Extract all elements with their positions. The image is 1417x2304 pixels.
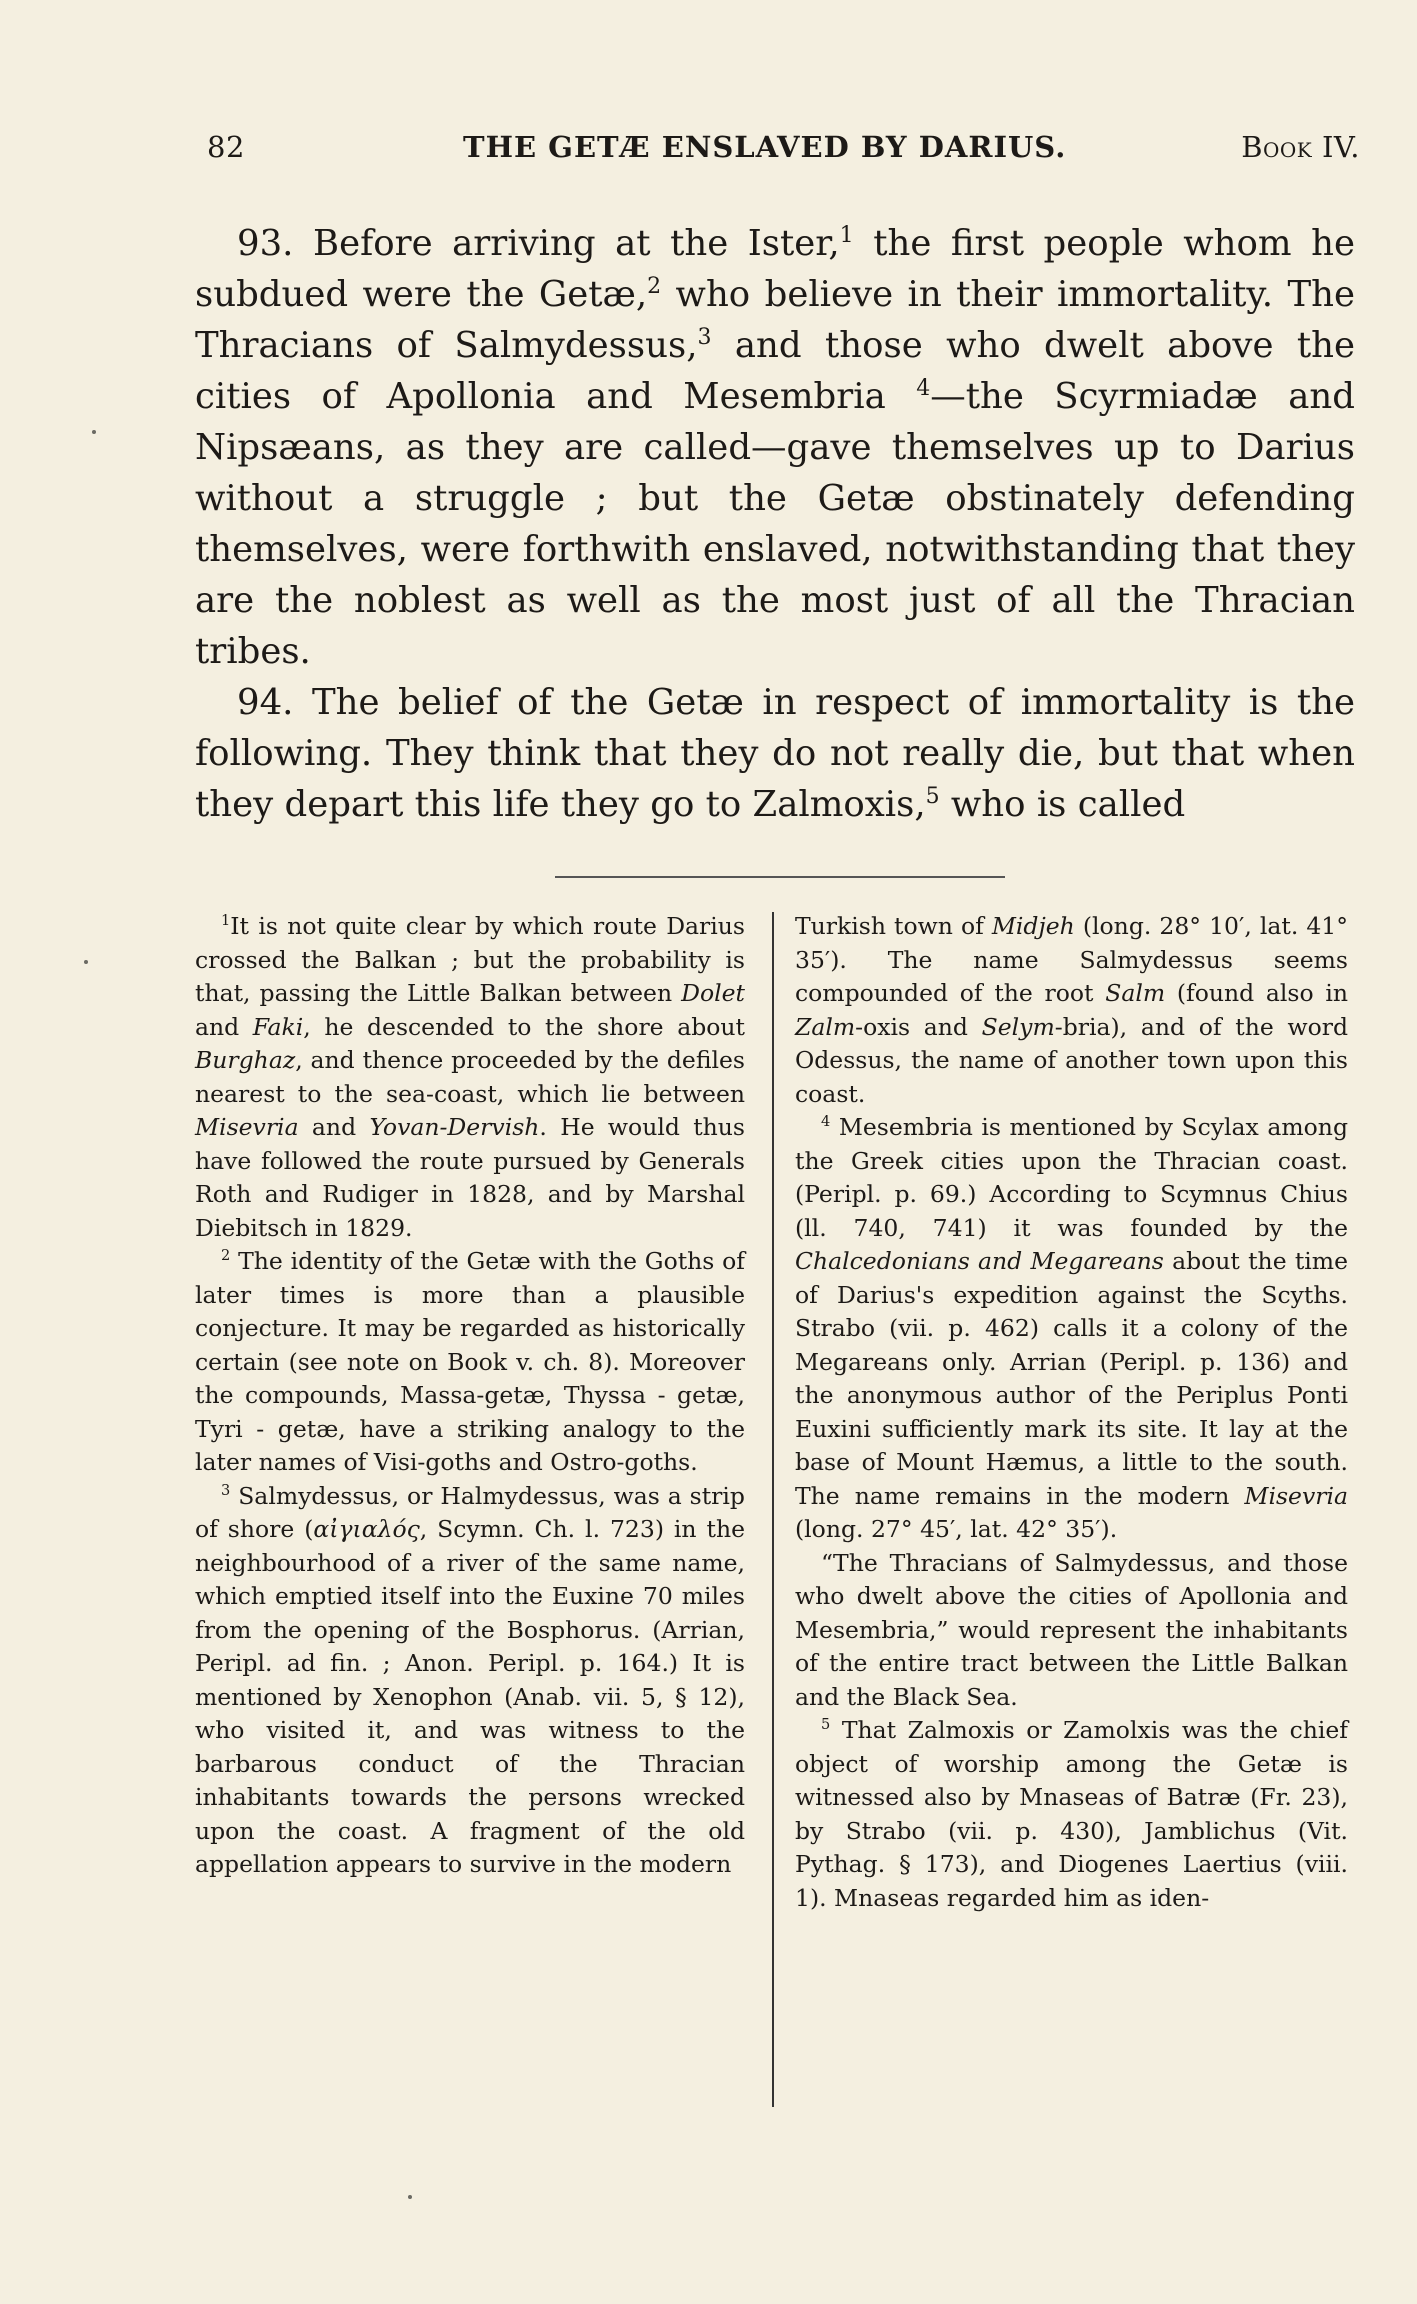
page-speck <box>84 960 88 964</box>
book-label: Book IV. <box>1241 130 1360 164</box>
footnotes-right-column <box>795 910 1348 1915</box>
footnote-2: $^2$ The identity of the Getæ with the Goths of later times is more than a plausible conjecture. It may be regarded as historically certain (see note on Book v. ch. 8). Moreover the compounds, Massa-getæ, Thyssa - getæ, Tyri - getæ, have a striking analogy to the later names of Visi-goths and Ostro-goths. <box>195 1247 745 1476</box>
footnote-ref-1: 1 <box>839 223 854 249</box>
footnote-4: $^4$ Mesembria is mentioned by Scylax among the Greek cities upon the Thracian coast. (Peripl. p. 69.) According to Scymnus Chius (ll. 740, 741) it was founded by the Chalcedonians and Megareans about the time of Darius's expedition against the Scyths. Strabo (vii. p. 462) calls it a colony of the Megareans only. Arrian (Peripl. p. 136) and the anonymous author of the Periplus Ponti Euxini sufficiently mark its site. It lay at the base of Mount Hæmus, a little to the south. The name remains in the modern Misevria (long. 27° 45′, lat. 42° 35′). <box>795 1113 1348 1543</box>
footnote-5: $^5$ That Zalmoxis or Zamolxis was the chief object of worship among the Getæ is witnessed also by Mnaseas of Batræ (Fr. 23), by Strabo (vii. p. 430), Jamblichus (Vit. Pythag. § 173), and Diogenes Laertius (viii. 1). Mnaseas regarded him as iden- <box>795 1716 1348 1912</box>
footnote-ref-5: 5 <box>925 784 940 810</box>
column-divider <box>772 912 774 2107</box>
footnote-ref-4: 4 <box>916 376 931 402</box>
footnote-ref-2: 2 <box>647 274 662 300</box>
footnote-4-quote: “The Thracians of Salmydessus, and those who dwelt above the cities of Apollonia and Mesembria,” would represent the inhabitants of the entire tract between the Little Balkan and the Black Sea. <box>795 1548 1348 1711</box>
page-speck <box>408 2195 412 2199</box>
running-title: THE GETÆ ENSLAVED BY DARIUS. <box>463 130 1067 164</box>
footnote-3: $^3$ Salmydessus, or Halmydessus, was a strip of shore (αἰγιαλός, Scymn. Ch. l. 723) in the neighbourhood of a river of the same name, which emptied itself into the Euxine 70 miles from the opening of the Bosphorus. (Arrian, Peripl. ad fin. ; Anon. Peripl. p. 164.) It is mentioned by Xenophon (Anab. vii. 5, § 12), who visited it, and was witness to the barbarous conduct of the Thracian inhabitants towards the persons wrecked upon the coast. A fragment of the old appellation appears to survive in the modern <box>195 1481 745 1878</box>
paragraph-94: 94. The belief of the Getæ in respect of immortality is the following. They think that they do not really die, but that when they depart this life they go to Zalmoxis,$^5$ who is called <box>195 682 1355 825</box>
page-speck <box>92 430 96 434</box>
footnote-rule <box>555 876 1005 878</box>
footnote-ref-3: 3 <box>697 325 712 351</box>
footnote-3-continued: Turkish town of Midjeh (long. 28° 10′, lat. 41° 35′). The name Salmydessus seems compounded of the root Salm (found also in Zalm-oxis and Selym-bria), and of the word Odessus, the name of another town upon this coast. <box>795 912 1348 1108</box>
page-number: 82 <box>207 130 245 164</box>
footnotes-left-column <box>195 910 745 1882</box>
running-header <box>195 130 1360 176</box>
paragraph-93: 93. Before arriving at the Ister,$^1$ the first people whom he subdued were the Getæ,$^2$ who believe in their immortality. The Thracians of Salmydessus,$^3$ and those who dwelt above the cities of Apollonia and Mesembria $^4$—the Scyrmiadæ and Nipsæans, as they are called—gave themselves up to Darius without a struggle ; but the Getæ obstinately defending themselves, were forthwith enslaved, notwithstanding that they are the noblest as well as the most just of all the Thracian tribes. <box>195 223 1356 672</box>
main-text <box>195 218 1355 830</box>
footnote-1: $^1$It is not quite clear by which route Darius crossed the Balkan ; but the probability is that, passing the Little Balkan between Dolet and Faki, he descended to the shore about Burghaz, and thence proceeded by the defiles nearest to the sea-coast, which lie between Misevria and Yovan-Dervish. He would thus have followed the route pursued by Generals Roth and Rudiger in 1828, and by Marshal Diebitsch in 1829. <box>195 912 745 1242</box>
